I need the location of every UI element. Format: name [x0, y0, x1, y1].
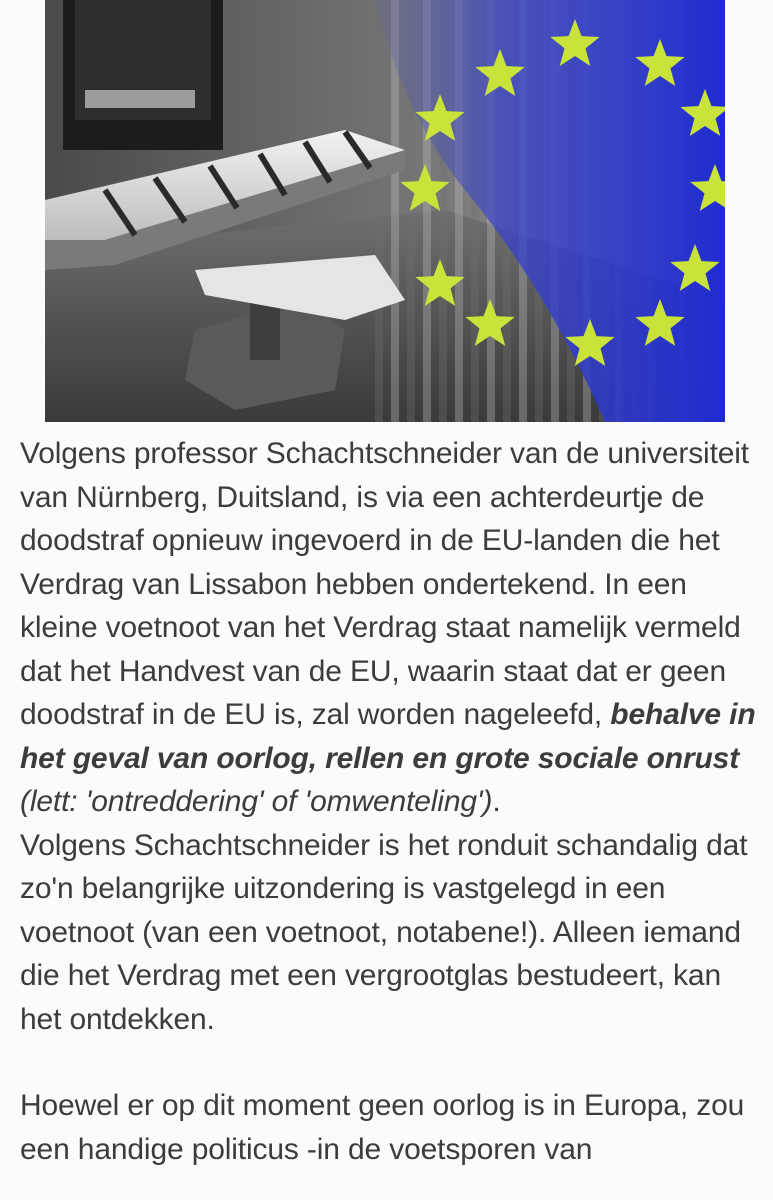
- article-image: [45, 0, 725, 422]
- article-body: [20, 432, 760, 1171]
- translation-note: (lett: 'ontreddering' of 'omwenteling'): [20, 785, 493, 818]
- paragraph-1: [20, 432, 760, 824]
- paragraph-1-end: .: [492, 785, 501, 818]
- paragraph-3: Hoewel er op dit moment geen oorlog is in Europa, zou een handige politicus -in de voetsporen van: [20, 1089, 745, 1166]
- paragraph-2: Volgens Schachtschneider is het ronduit schandalig dat zo'n belangrijke uitzondering is vastgelegd in een voetnoot (van een voetnoot, notabene!). Alleen iemand die het Verdrag met een vergrootglas bestudeert, kan het ontdekken.: [20, 828, 748, 1036]
- paragraph-1-text: Volgens professor Schachtschneider van de universiteit van Nürnberg, Duitsland, is via een achterdeurtje de doodstraf opnieuw ingevoerd in de EU-landen die het Verdrag van Lissabon hebben ondertekend. In een kleine voetnoot van het Verdrag staat namelijk vermeld dat het Handvest van de EU, waarin staat dat er geen doodstraf in de EU is, zal worden nageleefd,: [20, 437, 749, 731]
- eu-flag-execution-chamber-image: [45, 0, 725, 422]
- emphasis-exception: behalve in het geval van oorlog, rellen en grote sociale onrust: [20, 698, 756, 775]
- paragraph-gap: [20, 1041, 760, 1084]
